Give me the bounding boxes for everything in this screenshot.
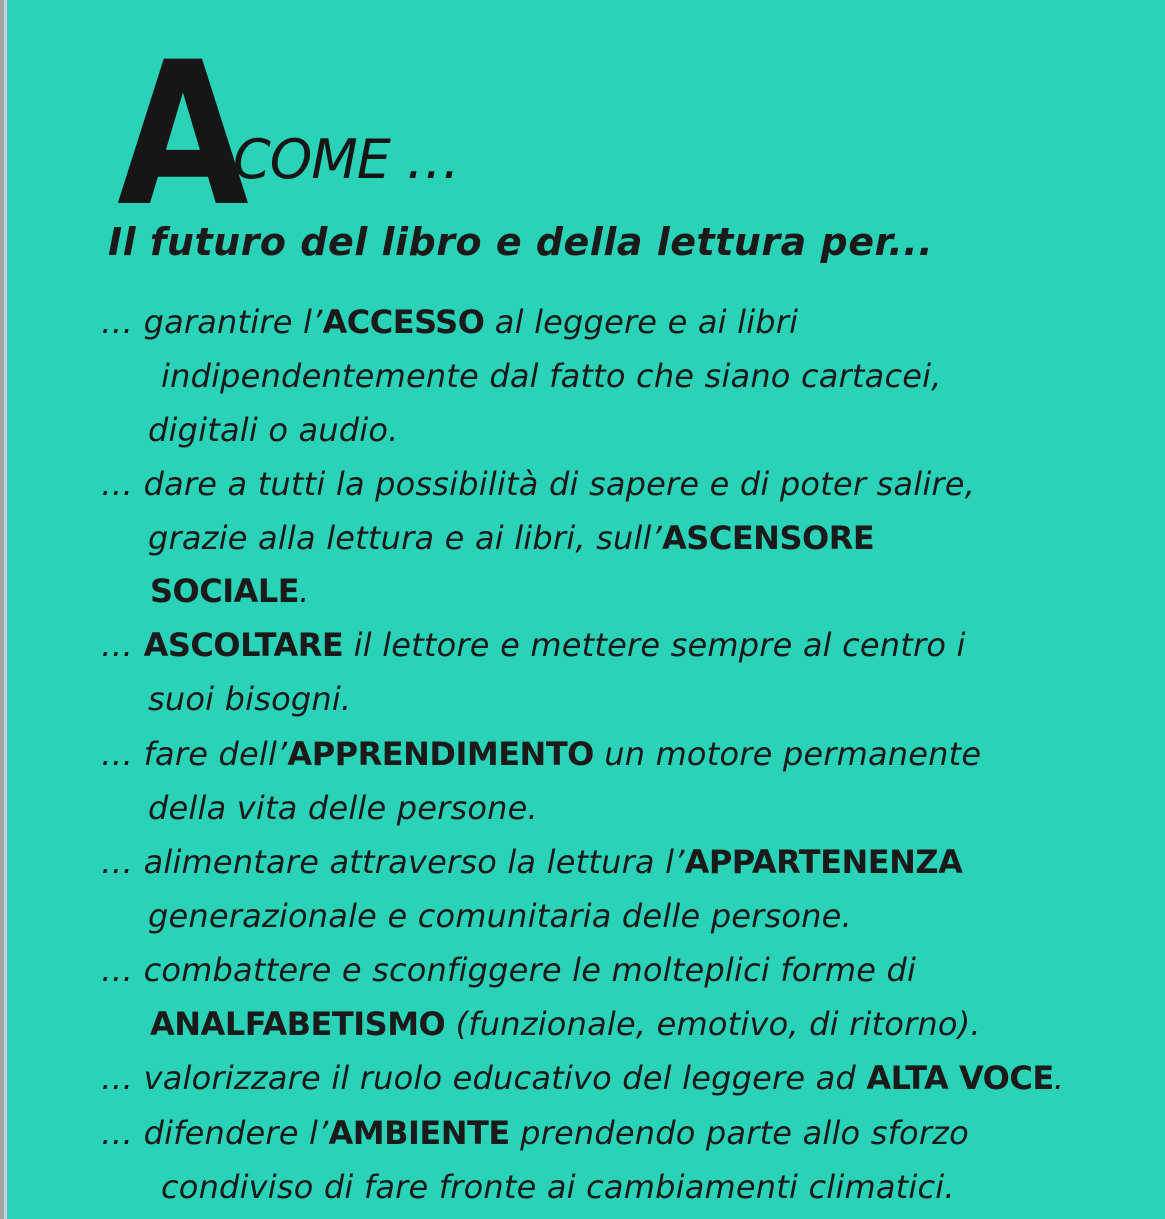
list-line: … alimentare attraverso la lettura l’APPARTENENZA: [101, 843, 963, 881]
list-line: SOCIALE.: [150, 572, 310, 610]
list-line: … garantire l’ACCESSO al leggere e ai libri: [101, 303, 799, 341]
list-line: … ASCOLTARE il lettore e mettere sempre al centro i: [101, 626, 966, 664]
list-line: … fare dell’APPRENDIMENTO un motore permanente: [101, 735, 982, 773]
keyword: APPARTENENZA: [684, 843, 963, 881]
keyword: ACCESSO: [322, 303, 485, 341]
keyword: ASCOLTARE: [143, 626, 344, 664]
keyword: ANALFABETISMO: [150, 1005, 446, 1043]
list-line: ANALFABETISMO (funzionale, emotivo, di ritorno).: [150, 1005, 981, 1043]
keyword: ASCENSORE: [662, 519, 875, 557]
title-come: COME …: [233, 128, 460, 191]
list-line: … difendere l’AMBIENTE prendendo parte allo sforzo: [101, 1114, 969, 1152]
big-letter-a: A: [117, 19, 244, 250]
list-line: indipendentemente dal fatto che siano cartacei,: [161, 357, 942, 395]
list-line: grazie alla lettura e ai libri, sull’ASCENSORE: [148, 519, 875, 557]
list-line: suoi bisogni.: [148, 680, 352, 718]
list-line: generazionale e comunitaria delle persone.: [148, 897, 852, 935]
list-line: … dare a tutti la possibilità di sapere e di poter salire,: [101, 465, 976, 503]
left-edge-highlight: [4, 0, 7, 1219]
keyword: APPRENDIMENTO: [287, 735, 594, 773]
list-line: digitali o audio.: [148, 411, 399, 449]
list-line: … valorizzare il ruolo educativo del leggere ad ALTA VOCE.: [101, 1059, 1065, 1097]
list-line: della vita delle persone.: [148, 789, 538, 827]
keyword: SOCIALE: [150, 572, 300, 610]
subtitle: Il futuro del libro e della lettura per...: [108, 220, 934, 264]
list-line: condiviso di fare fronte ai cambiamenti climatici.: [161, 1168, 955, 1206]
keyword: AMBIENTE: [328, 1114, 510, 1152]
list-line: … combattere e sconfiggere le molteplici forme di: [101, 951, 917, 989]
keyword: ALTA VOCE: [866, 1059, 1054, 1097]
